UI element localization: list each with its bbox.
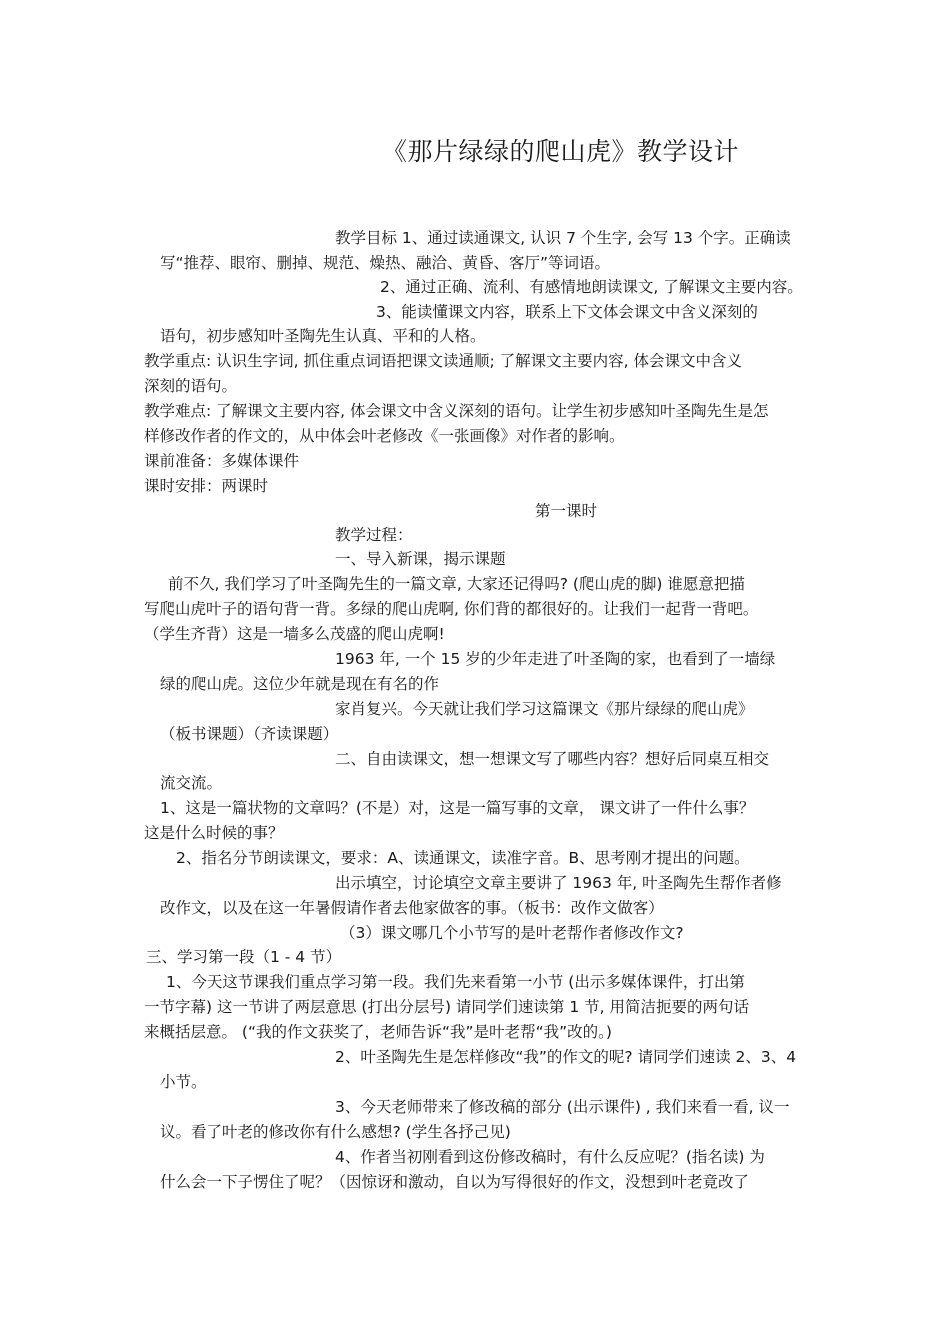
text-line: 教学过程： xyxy=(335,526,413,544)
text-line: 2、通过正确、流利、有感情地朗读课文, 了解课文主要内容。 xyxy=(380,278,803,296)
text-line: 家肖复兴。今天就让我们学习这篇课文《那片绿绿的爬山虎》 xyxy=(335,700,754,718)
text-line: 1、这是一篇状物的文章吗？(不是）对，这是一篇写事的文章， 课文讲了一件什么事？ xyxy=(160,799,755,817)
text-line: 改作文，以及在这一年暑假请作者去他家做客的事。（板书：改作文做客） xyxy=(160,899,664,917)
text-line: 议。看了叶老的修改你有什么感想? (学生各抒己见) xyxy=(160,1123,511,1141)
text-line: 来概括层意。 (“我的作文获奖了，老师告诉“我”是叶老帮“我”改的。) xyxy=(144,1023,612,1041)
text-line: 3、今天老师带来了修改稿的部分 (出示课件) , 我们来看一看, 议一 xyxy=(335,1098,790,1116)
text-line: 1963 年, 一个 15 岁的少年走进了叶圣陶的家，也看到了一墙绿 xyxy=(335,650,776,668)
text-line: 教学难点: 了解课文主要内容, 体会课文中含义深刻的语句。让学生初步感知叶圣陶先生是怎 xyxy=(144,402,769,420)
text-line: 课时安排：两课时 xyxy=(144,477,269,495)
text-line: 语句，初步感知叶圣陶先生认真、平和的人格。 xyxy=(160,327,486,345)
text-line: （学生齐背）这是一墙多么茂盛的爬山虎啊! xyxy=(144,625,445,643)
document-title: 《那片绿绿的爬山虎》教学设计 xyxy=(382,137,740,166)
text-line: 三、学习第一段（1 - 4 节） xyxy=(146,948,342,966)
text-line: 2、叶圣陶先生是怎样修改“我”的作文的呢? 请同学们速读 2、3、4 xyxy=(335,1048,797,1066)
text-line: 什么会一下子愣住了呢？（因惊讶和激动，自以为写得很好的作文，没想到叶老竟改了 xyxy=(160,1173,750,1191)
text-line: 一、导入新课，揭示课题 xyxy=(335,550,506,568)
section-heading: 第一课时 xyxy=(535,502,598,520)
text-line: 深刻的语句。 xyxy=(144,377,238,395)
text-line: 样修改作者的作文的，从中体会叶老修改《一张画像》对作者的影响。 xyxy=(144,427,625,445)
text-line: 4、作者当初刚看到这份修改稿时，有什么反应呢？(指名读) 为 xyxy=(335,1148,765,1166)
text-line: 流交流。 xyxy=(160,774,223,792)
text-line: 教学重点: 认识生字词, 抓住重点词语把课文读通顺; 了解课文主要内容, 体会课文中含义 xyxy=(144,352,743,370)
text-line: 1、今天这节课我们重点学习第一段。我们先来看第一小节 (出示多媒体课件，打出第 xyxy=(166,973,745,991)
text-line: 一节字幕) 这一节讲了两层意思 (打出分层号) 请同学们速读第 1 节, 用简洁扼要的两句话 xyxy=(144,998,749,1016)
text-line: 出示填空，讨论填空文章主要讲了 1963 年, 叶圣陶先生帮作者修 xyxy=(335,874,782,892)
text-line: 二、自由读课文，想一想课文写了哪些内容？想好后同桌互相交 xyxy=(335,750,770,768)
text-line: 教学目标 1、通过读通课文, 认识 7 个生字, 会写 13 个字。正确读 xyxy=(335,229,791,247)
text-line: 2、指名分节朗读课文，要求：A、读通课文，读准字音。B、思考刚才提出的问题。 xyxy=(176,849,750,867)
text-line: 课前准备：多媒体课件 xyxy=(144,452,300,470)
text-line: （3）课文哪几个小节写的是叶老帮作者修改作文? xyxy=(340,924,684,942)
text-line: 写“推荐、眼帘、删掉、规范、燥热、融洽、黄昏、客厅”等词语。 xyxy=(160,254,611,272)
text-line: 小节。 xyxy=(160,1073,207,1091)
text-line: 绿的爬山虎。这位少年就是现在有名的作 xyxy=(160,675,440,693)
text-line: 写爬山虎叶子的语句背一背。多绿的爬山虎啊, 你们背的都很好的。让我们一起背一背吧。 xyxy=(144,600,759,618)
text-line: 前不久, 我们学习了叶圣陶先生的一篇文章, 大家还记得吗? (爬山虎的脚) 谁愿意把描 xyxy=(168,575,745,593)
text-line: 这是什么时候的事？ xyxy=(144,824,284,842)
text-line: 3、能读懂课文内容，联系上下文体会课文中含义深刻的 xyxy=(376,303,758,321)
text-line: （板书课题）（齐读课题） xyxy=(160,725,339,743)
